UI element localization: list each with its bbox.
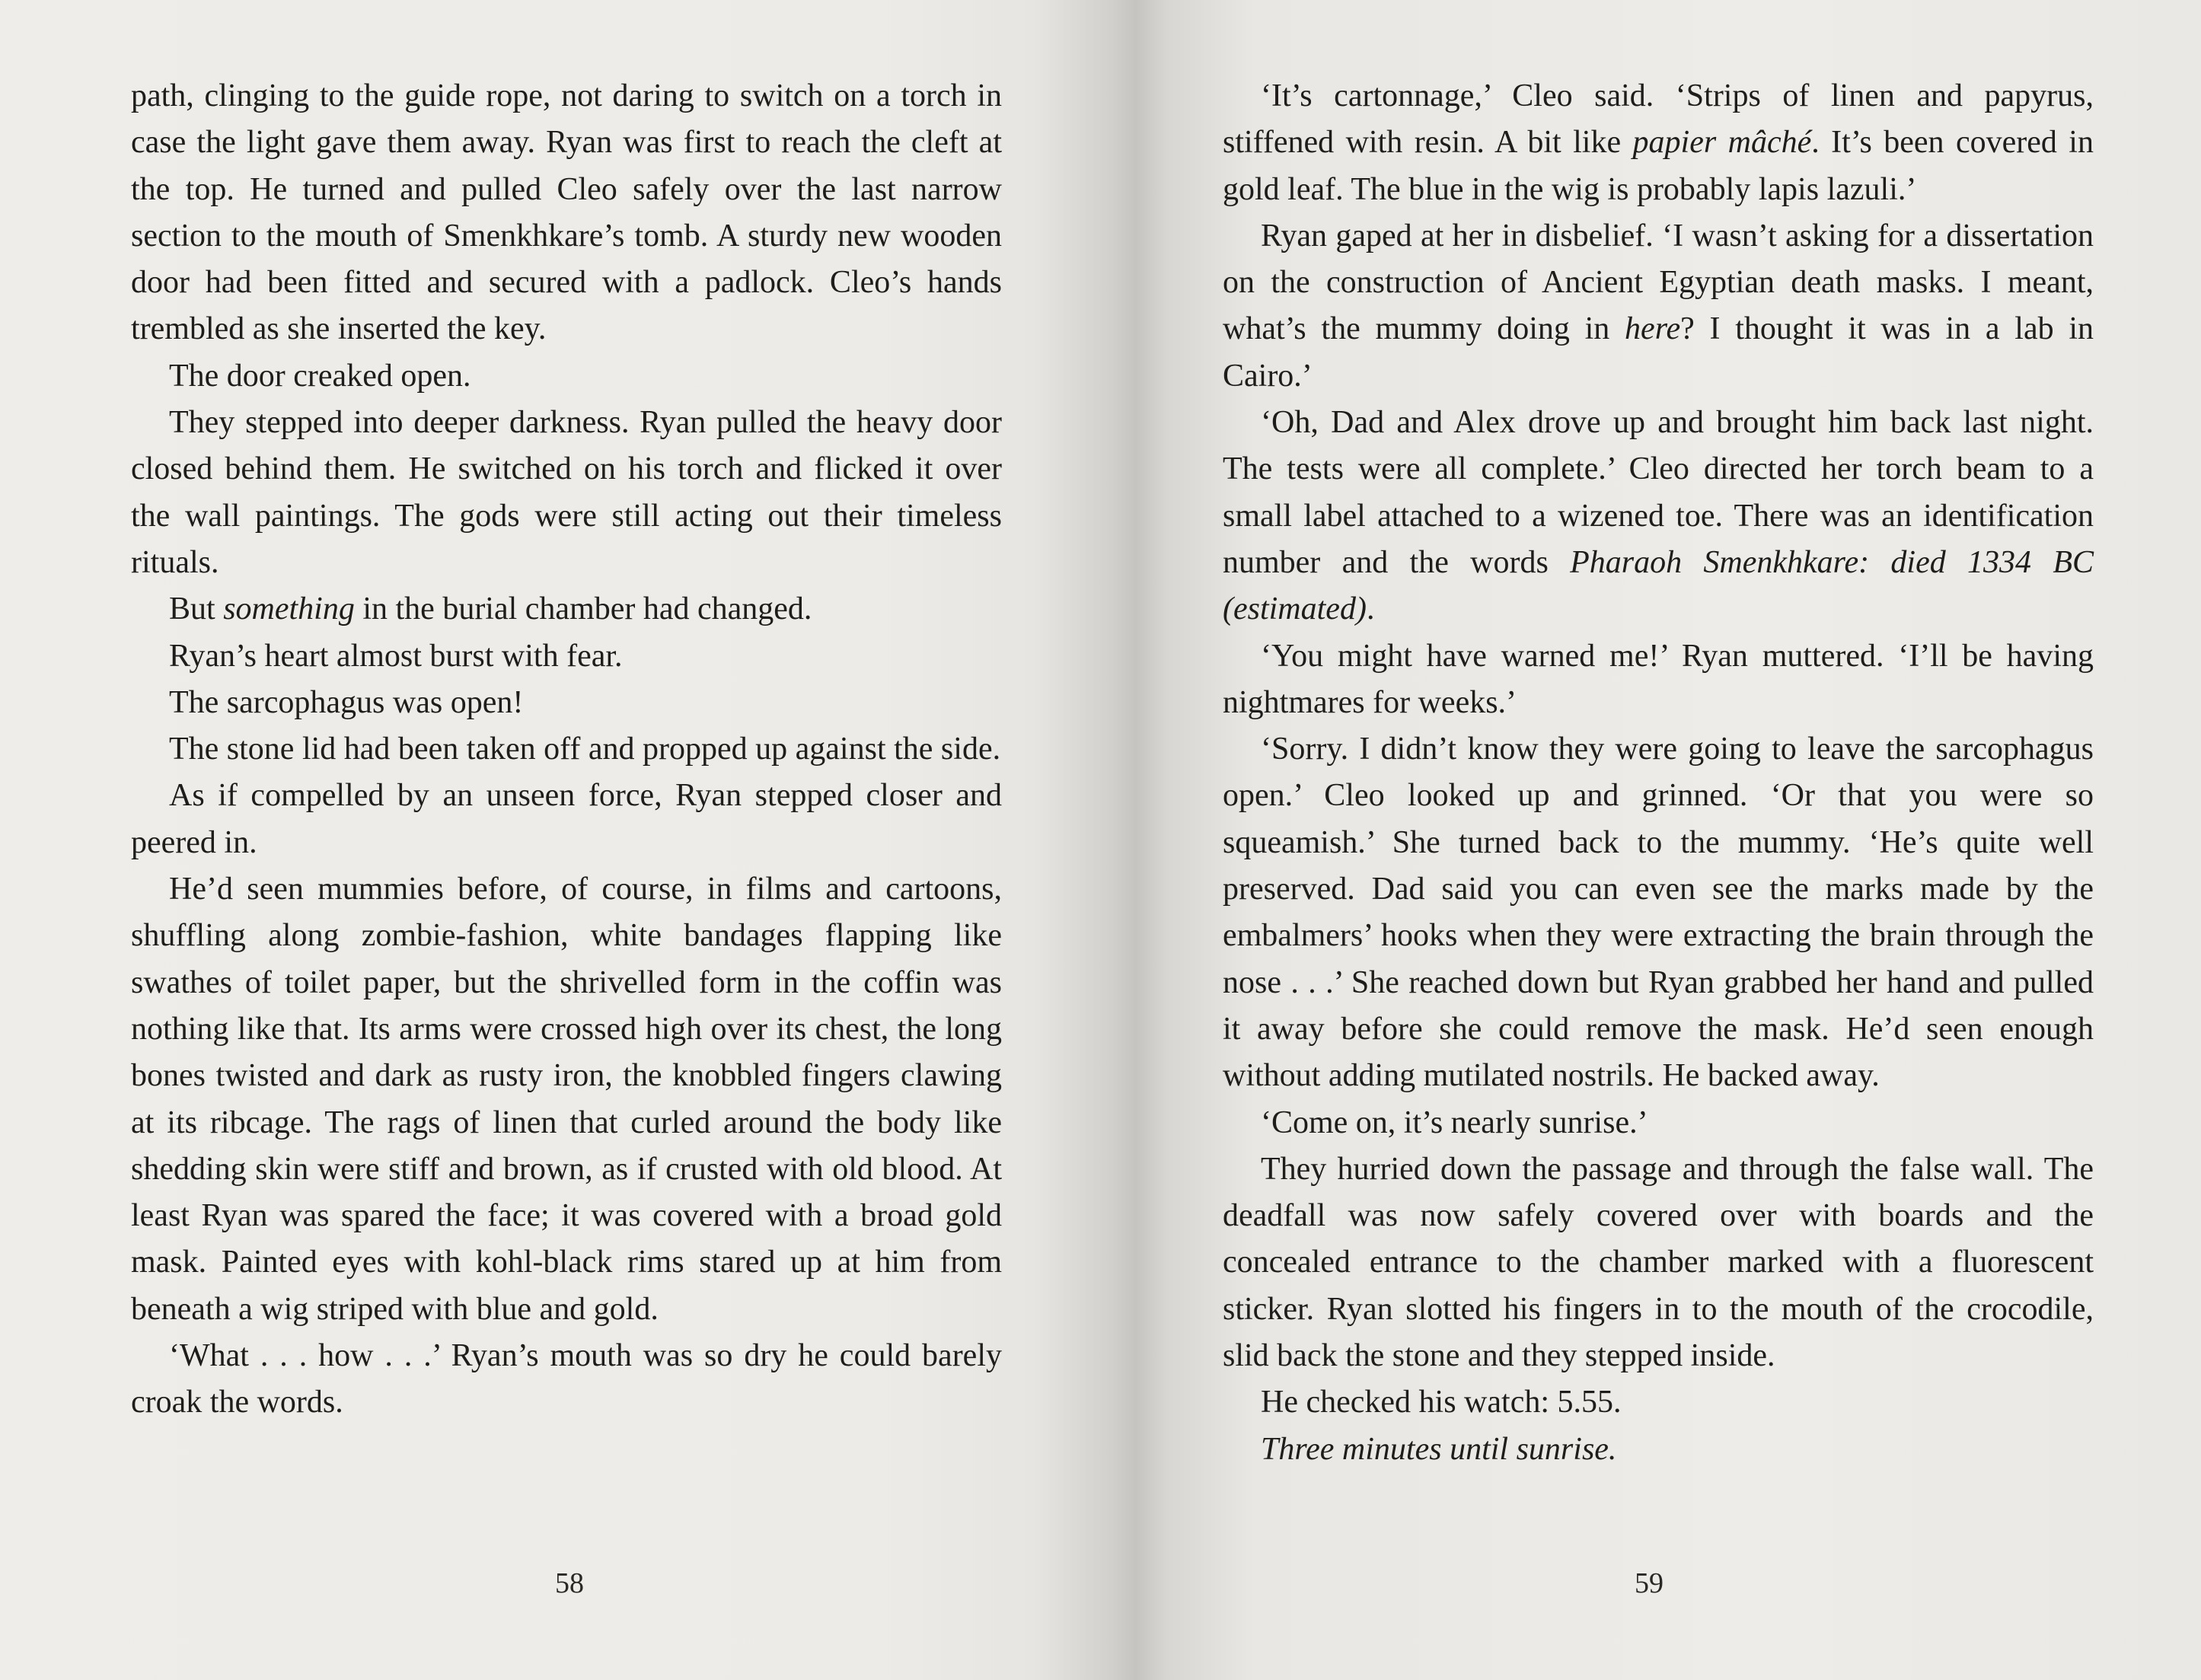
paragraph: ‘Come on, it’s nearly sunrise.’ <box>1261 1105 1648 1140</box>
italic-text: Pharaoh Smenkhkare: died 1334 BC (estimated) <box>1223 544 2094 627</box>
paragraph: ‘What . . . how . . .’ Ryan’s mouth was so dry he could barely croak the words. <box>131 1338 1002 1420</box>
italic-text: here <box>1625 311 1681 347</box>
text-run: Ryan gaped at her in disbelief. ‘I wasn’t asking for a dissertation on the construction of Ancient Egyptian death masks. I meant, what’s the mummy doing in <box>1223 218 2094 347</box>
text-run: . It’s been covered in gold leaf. The blue in the wig is probably lapis lazuli.’ <box>1223 125 2094 207</box>
left-page <box>131 73 1002 1427</box>
paragraph: path, clinging to the guide rope, not daring to switch on a torch in case the light gave them away. Ryan was first to reach the cleft at the top. He turned and pulled Cleo safely over the last narrow section to the mouth of Smenkhkare’s tomb. A sturdy new wooden door had been fitted and secured with a padlock. Cleo’s hands trembled as she inserted the key. <box>131 78 1002 347</box>
right-page <box>1223 73 2094 1473</box>
italic-text: Three minutes until sunrise. <box>1261 1431 1617 1467</box>
paragraph: The door creaked open. <box>169 358 471 394</box>
text-run: But <box>169 591 224 627</box>
paragraph <box>1223 400 2094 633</box>
page-number-right: 59 <box>1635 1567 1664 1599</box>
paragraph: Ryan’s heart almost burst with fear. <box>169 638 623 674</box>
left-page-text <box>131 73 1002 1427</box>
page-number-left: 58 <box>555 1567 584 1599</box>
paragraph <box>131 586 1002 633</box>
right-page-text <box>1223 73 2094 1473</box>
paragraph: ‘Sorry. I didn’t know they were going to leave the sarcophagus open.’ Cleo looked up and grinned. ‘Or that you were so squeamish.’ She turned back to the mummy. ‘He’s quite well preserved. Dad said you can even see the marks made by the embalmers’ hooks when they were extracting the brain through the nose . . .’ She reached down but Ryan grabbed her hand and pulled it away before she could remove the mask. He’d seen enough without adding mutilated nostrils. He backed away. <box>1223 732 2094 1094</box>
paragraph <box>1223 213 2094 400</box>
text-run: ‘Oh, Dad and Alex drove up and brought him back last night. The tests were all complete.’ Cleo directed her torch beam to a small label attached to a wizened toe. There was an identification number and the words <box>1223 405 2094 580</box>
italic-text: papier mâché <box>1632 125 1812 161</box>
italic-text: something <box>223 591 355 627</box>
paragraph: They hurried down the passage and through the false wall. The deadfall was now safely covered over with boards and the concealed entrance to the chamber marked with a fluorescent sticker. Ryan slotted his fingers in to the mouth of the crocodile, slid back the stone and they stepped inside. <box>1223 1151 2094 1374</box>
paragraph: The stone lid had been taken off and propped up against the side. <box>169 732 1001 767</box>
paragraph: The sarcophagus was open! <box>169 684 524 720</box>
paragraph <box>1223 1427 2094 1473</box>
paragraph: He’d seen mummies before, of course, in films and cartoons, shuffling along zombie-fashion, white bandages flapping like swathes of toilet paper, but the shrivelled form in the coffin was nothing like that. Its arms were crossed high over its chest, the long bones twisted and dark as rusty iron, the knobbled fingers clawing at its ribcage. The rags of linen that curled around the body like shedding skin were stiff and brown, as if crusted with old blood. At least Ryan was spared the face; it was covered with a broad gold mask. Painted eyes with kohl-black rims stared up at him from beneath a wig striped with blue and gold. <box>131 872 1002 1327</box>
text-run: ‘It’s cartonnage,’ Cleo said. ‘Strips of linen and papyrus, stiffened with resin. A bit like <box>1223 78 2094 161</box>
text-run: ? I thought it was in a lab in Cairo.’ <box>1223 311 2094 394</box>
text-run: . <box>1366 591 1375 627</box>
paragraph: He checked his watch: 5.55. <box>1261 1385 1622 1420</box>
paragraph: ‘You might have warned me!’ Ryan muttered. ‘I’ll be having nightmares for weeks.’ <box>1223 638 2094 720</box>
paragraph: They stepped into deeper darkness. Ryan pulled the heavy door closed behind them. He switched on his torch and flicked it over the wall paintings. The gods were still acting out their timeless rituals. <box>131 405 1002 580</box>
paragraph: As if compelled by an unseen force, Ryan stepped closer and peered in. <box>131 778 1002 860</box>
paragraph <box>1223 73 2094 213</box>
text-run: in the burial chamber had changed. <box>354 591 812 627</box>
